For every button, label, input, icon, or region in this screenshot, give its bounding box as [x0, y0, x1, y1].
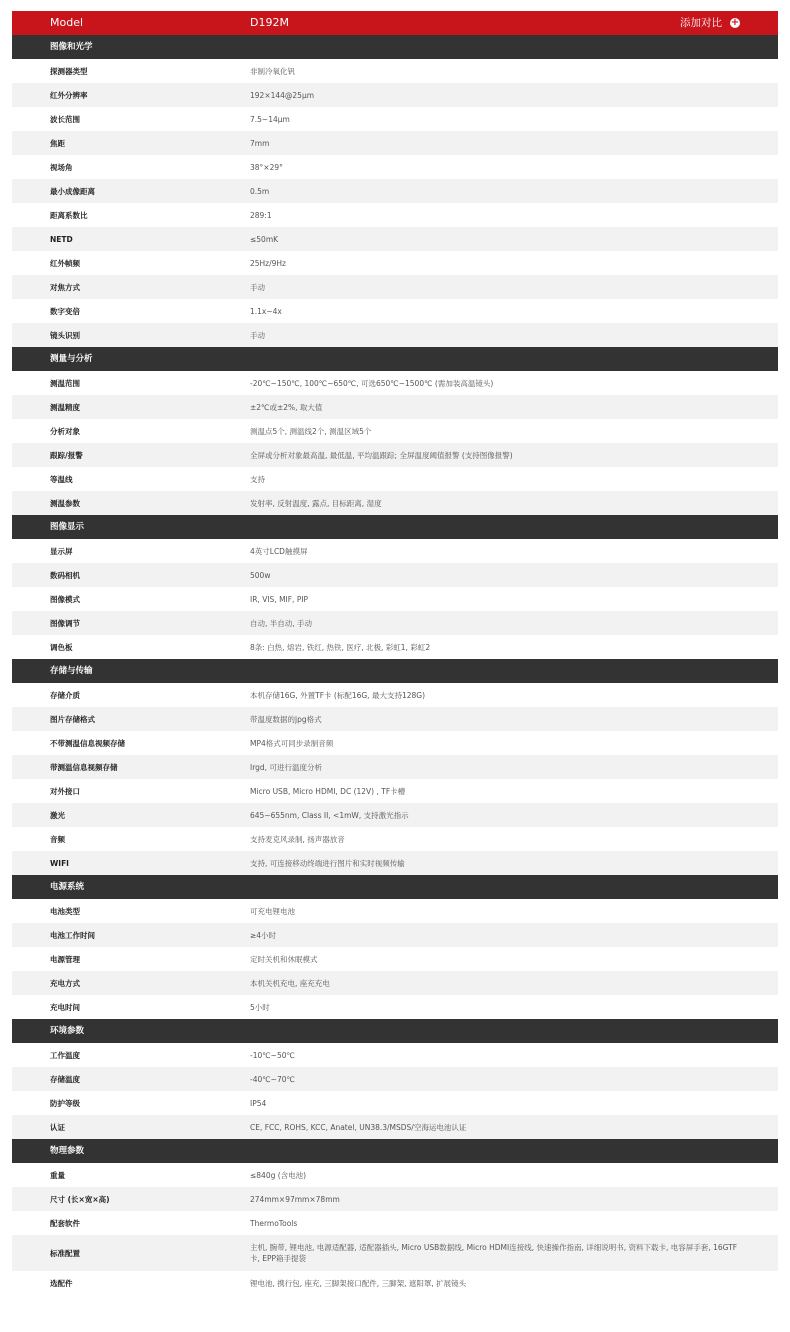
- spec-value: ≤840g (含电池): [250, 1170, 307, 1180]
- spec-value: 支持麦克风录制, 扬声器放音: [250, 834, 345, 844]
- spec-value: 4英寸LCD触摸屏: [250, 546, 308, 556]
- spec-key: 距离系数比: [50, 210, 88, 220]
- spec-key: 最小成像距离: [50, 186, 95, 196]
- spec-row: [12, 539, 778, 563]
- spec-key: 对外接口: [50, 786, 80, 796]
- spec-value: 192×144@25μm: [250, 90, 315, 100]
- spec-row: [12, 995, 778, 1019]
- spec-row: [12, 467, 778, 491]
- spec-value: 支持, 可连接移动终端进行图片和实时视频传输: [250, 858, 405, 868]
- spec-row: [12, 395, 778, 419]
- spec-key: 焦距: [50, 138, 65, 148]
- spec-value: -20℃~150℃, 100℃~650℃, 可选650℃~1500℃ (需加装高温镜头): [250, 378, 494, 388]
- spec-key: 尺寸 (长×宽×高): [50, 1194, 110, 1204]
- spec-key: 测温精度: [50, 402, 80, 412]
- spec-key: 图像调节: [50, 618, 80, 628]
- spec-key: 带测温信息视频存储: [50, 762, 118, 772]
- spec-value: 支持: [250, 474, 265, 484]
- spec-key: 跟踪/报警: [50, 450, 83, 460]
- spec-row: [12, 419, 778, 443]
- spec-value: 5小时: [250, 1002, 270, 1012]
- spec-value: 手动: [250, 282, 265, 292]
- spec-row: [12, 1187, 778, 1211]
- spec-row: [12, 1091, 778, 1115]
- spec-value: Micro USB, Micro HDMI, DC (12V) , TF卡槽: [250, 786, 406, 796]
- spec-key: 认证: [50, 1122, 65, 1132]
- spec-row: [12, 755, 778, 779]
- spec-key: 防护等级: [50, 1098, 80, 1108]
- spec-row: [12, 83, 778, 107]
- spec-row: [12, 779, 778, 803]
- spec-row: [12, 971, 778, 995]
- add-compare-label: 添加对比: [680, 17, 722, 29]
- spec-row: [12, 1043, 778, 1067]
- spec-value: 可充电锂电池: [250, 906, 295, 916]
- spec-row: [12, 827, 778, 851]
- model-value: D192M: [250, 16, 289, 29]
- spec-value: 全屏或分析对象最高温, 最低温, 平均温跟踪; 全屏温度阈值报警 (支持图像报警): [250, 450, 513, 460]
- spec-key: 存储介质: [50, 690, 80, 700]
- spec-row: [12, 923, 778, 947]
- spec-row: [12, 899, 778, 923]
- spec-row: [12, 203, 778, 227]
- section-header: 图像和光学: [12, 35, 778, 59]
- spec-key: WIFI: [50, 858, 69, 868]
- spec-row: [12, 59, 778, 83]
- spec-row: [12, 179, 778, 203]
- spec-key: 数字变倍: [50, 306, 80, 316]
- spec-value: 25Hz/9Hz: [250, 258, 286, 268]
- spec-key: 电源管理: [50, 954, 80, 964]
- spec-key: 数码相机: [50, 570, 80, 580]
- spec-row: [12, 227, 778, 251]
- spec-row: [12, 635, 778, 659]
- section-header: 环境参数: [12, 1019, 778, 1043]
- spec-key: 波长范围: [50, 114, 80, 124]
- spec-key: 测温参数: [50, 498, 80, 508]
- spec-key: 不带测温信息视频存储: [50, 738, 125, 748]
- spec-value: 274mm×97mm×78mm: [250, 1194, 340, 1204]
- spec-value: ±2℃或±2%, 取大值: [250, 402, 323, 412]
- spec-value: CE, FCC, ROHS, KCC, Anatel, UN38.3/MSDS/空海运电池认证: [250, 1122, 467, 1132]
- spec-row: [12, 491, 778, 515]
- spec-key: 分析对象: [50, 426, 80, 436]
- spec-key: 镜头识别: [50, 330, 80, 340]
- spec-row: [12, 1235, 778, 1271]
- spec-key: 存储温度: [50, 1074, 80, 1084]
- spec-row: [12, 251, 778, 275]
- spec-value: 发射率, 反射温度, 露点, 目标距离, 湿度: [250, 498, 382, 508]
- spec-key: 测温范围: [50, 378, 80, 388]
- spec-key: 显示屏: [50, 546, 73, 556]
- spec-key: 图片存储格式: [50, 714, 95, 724]
- spec-value: 645~655nm, Class II, <1mW, 支持激光指示: [250, 810, 409, 820]
- spec-key: 红外分辨率: [50, 90, 88, 100]
- model-label: Model: [50, 16, 84, 29]
- spec-row: [12, 155, 778, 179]
- spec-row: [12, 371, 778, 395]
- spec-key: 图像模式: [50, 594, 80, 604]
- spec-value: 1.1x~4x: [250, 306, 282, 316]
- model-header-bar: [12, 11, 778, 35]
- spec-key: 标准配置: [50, 1248, 80, 1258]
- spec-key: 选配件: [50, 1278, 73, 1288]
- spec-row: [12, 707, 778, 731]
- spec-value: 测温点5个, 测温线2个, 测温区域5个: [250, 426, 372, 436]
- spec-row: [12, 107, 778, 131]
- spec-value: 锂电池, 携行包, 座充, 三脚架接口配件, 三脚架, 遮阳罩, 扩展镜头: [250, 1278, 467, 1288]
- section-header: 物理参数: [12, 1139, 778, 1163]
- spec-value: 手动: [250, 330, 265, 340]
- spec-value: 38°×29°: [250, 162, 283, 172]
- spec-key: 电池工作时间: [50, 930, 95, 940]
- spec-row: [12, 947, 778, 971]
- spec-value: 带温度数据的jpg格式: [250, 714, 322, 724]
- spec-row: [12, 803, 778, 827]
- spec-key: 调色板: [50, 642, 73, 652]
- spec-value: 主机, 腕带, 锂电池, 电源适配器, 适配器插头, Micro USB数据线, Micro HDMI连接线, 快速操作指南, 详细说明书, 资料下载卡, 电容屏手套, 16GTF卡, EPP箱手提袋: [250, 1243, 738, 1263]
- spec-row: [12, 683, 778, 707]
- spec-key: 等温线: [50, 474, 73, 484]
- spec-row: [12, 131, 778, 155]
- spec-key: 视场角: [50, 162, 73, 172]
- spec-key: 红外帧频: [50, 258, 80, 268]
- add-compare-button[interactable]: [680, 11, 722, 35]
- spec-value: MP4格式可同步录制音频: [250, 738, 334, 748]
- spec-row: [12, 1067, 778, 1091]
- spec-row: [12, 323, 778, 347]
- spec-key: 配套软件: [50, 1218, 80, 1228]
- spec-key: 重量: [50, 1170, 65, 1180]
- spec-value: 自动, 半自动, 手动: [250, 618, 313, 628]
- spec-value: IR, VIS, MIF, PIP: [250, 594, 309, 604]
- spec-row: [12, 587, 778, 611]
- spec-key: 对焦方式: [50, 282, 80, 292]
- spec-key: 充电时间: [50, 1002, 80, 1012]
- spec-row: [12, 1163, 778, 1187]
- spec-table: [12, 11, 778, 1295]
- section-header: 图像显示: [12, 515, 778, 539]
- section-header: 电源系统: [12, 875, 778, 899]
- spec-value: ≤50mK: [250, 234, 279, 244]
- spec-row: [12, 563, 778, 587]
- spec-value: Irgd, 可进行温度分析: [250, 762, 322, 772]
- spec-row: [12, 731, 778, 755]
- spec-value: 500w: [250, 570, 271, 580]
- spec-row: [12, 851, 778, 875]
- spec-row: [12, 275, 778, 299]
- spec-row: [12, 1115, 778, 1139]
- spec-value: 0.5m: [250, 186, 270, 196]
- spec-key: 工作温度: [50, 1050, 80, 1060]
- spec-value: 本机存储16G, 外置TF卡 (标配16G, 最大支持128G): [250, 690, 426, 700]
- spec-value: 7mm: [250, 138, 270, 148]
- spec-row: [12, 611, 778, 635]
- spec-value: 定时关机和休眠模式: [250, 954, 318, 964]
- spec-key: 充电方式: [50, 978, 80, 988]
- spec-value: -40℃~70℃: [250, 1074, 295, 1084]
- spec-sections: [12, 35, 778, 1295]
- spec-value: 本机关机充电, 座充充电: [250, 978, 330, 988]
- section-header: 测量与分析: [12, 347, 778, 371]
- spec-value: ThermoTools: [250, 1218, 298, 1228]
- spec-row: [12, 443, 778, 467]
- spec-key: 探测器类型: [50, 66, 88, 76]
- spec-value: 7.5~14μm: [250, 114, 290, 124]
- spec-value: ≥4小时: [250, 930, 277, 940]
- section-header: 存储与传输: [12, 659, 778, 683]
- spec-row: [12, 299, 778, 323]
- spec-key: NETD: [50, 234, 73, 244]
- spec-value: 非制冷氧化钒: [250, 66, 295, 76]
- spec-key: 激光: [50, 810, 65, 820]
- spec-key: 电池类型: [50, 906, 80, 916]
- spec-value: 289:1: [250, 210, 272, 220]
- plus-circle-icon[interactable]: +: [730, 17, 740, 28]
- spec-row: [12, 1211, 778, 1235]
- spec-row: [12, 1271, 778, 1295]
- spec-value: -10℃~50℃: [250, 1050, 295, 1060]
- spec-value: IP54: [250, 1098, 267, 1108]
- spec-key: 音频: [50, 834, 65, 844]
- spec-value: 8条: 白热, 熔岩, 铁红, 热铁, 医疗, 北极, 彩虹1, 彩虹2: [250, 642, 431, 652]
